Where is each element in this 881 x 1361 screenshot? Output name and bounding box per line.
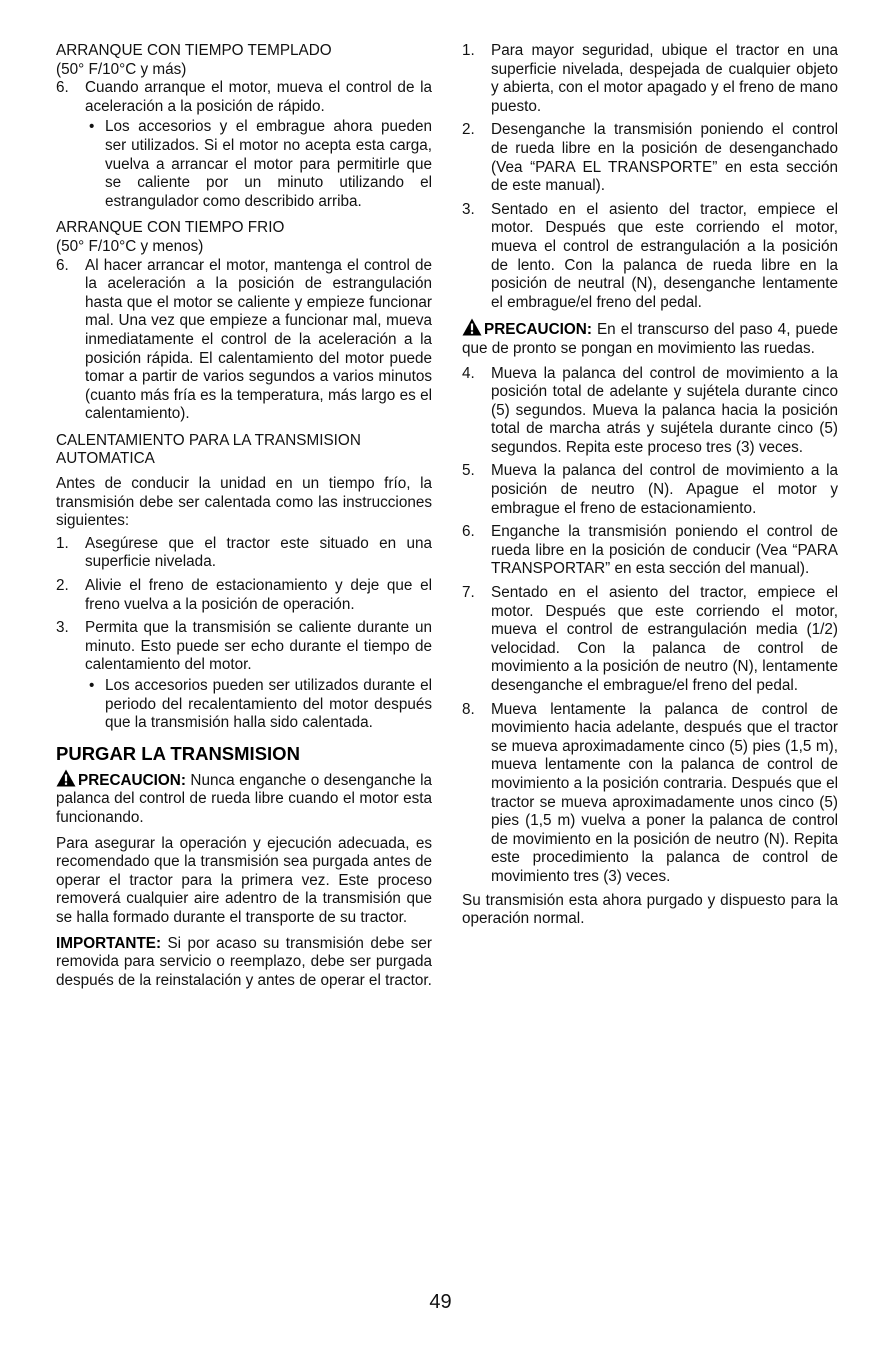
- cold-start-heading: ARRANQUE CON TIEMPO FRIO: [56, 219, 285, 237]
- step-number: 6.: [56, 79, 69, 97]
- list-item: [462, 701, 838, 887]
- step-text: Para mayor seguridad, ubique el tractor en una superficie nivelada, despejada de cualquier objeto y abierta, con el motor apagado y el freno de mano puesto.: [491, 42, 838, 115]
- list-item: [56, 619, 432, 733]
- warning-triangle-icon: [462, 318, 482, 336]
- list-item: [462, 523, 838, 579]
- caution-label: PRECAUCION:: [78, 771, 186, 789]
- list-item: [56, 79, 432, 211]
- purge-steps-b: [462, 365, 838, 887]
- transmission-warmup-intro: Antes de conducir la unidad en un tiempo frío, la transmisión debe ser calentada como las instrucciones siguientes:: [56, 475, 432, 530]
- transmission-warmup-steps: [56, 535, 432, 733]
- step-text: Permita que la transmisión se caliente durante un minuto. Esto puede ser echo durante el tiempo de calentamiento del motor.: [85, 619, 432, 674]
- list-item: [462, 42, 838, 116]
- list-item: [56, 257, 432, 424]
- cold-start-section: [56, 219, 432, 424]
- step-text: Alivie el freno de estacionamiento y deje que el freno vuelva a la posición de operación.: [85, 577, 432, 613]
- bullet-list: [85, 118, 432, 211]
- list-item: [462, 584, 838, 696]
- list-item: [462, 201, 838, 313]
- list-item: [462, 365, 838, 458]
- transmission-warmup-heading: CALENTAMIENTO PARA LA TRANSMISION AUTOMATICA: [56, 431, 361, 468]
- bullet-list: [85, 677, 432, 733]
- step-text: Mueva la palanca del control de movimiento a la posición de neutro (N). Apague el motor y embrague el freno de estacionamiento.: [491, 462, 838, 517]
- step-number: 6.: [462, 523, 475, 541]
- caution-note: [56, 769, 432, 828]
- bullet-item: • Los accesorios pueden ser utilizados durante el periodo del recalentamiento del motor después que la transmisión halla sido calentada.: [85, 677, 432, 733]
- warm-start-subheading: (50° F/10°C y más): [56, 60, 187, 78]
- warning-triangle-icon: [56, 769, 76, 787]
- right-column: [462, 42, 838, 929]
- step-text: Al hacer arrancar el motor, mantenga el control de la aceleración a la posición de estrangulación hasta que el motor se caliente y empieze funcionar mal. Una vez que empieze a funcionar mal, mueva inmediatamente el control de la aceleración a la posición rápida. El calentamiento del motor puede tomar a partir de varios segundos a varios minutos (cuanto más fría es la temperatura, más largo es el calentamiento).: [85, 256, 432, 423]
- caution-text: En el transcurso del paso 4, puede que de pronto se pongan en movimiento las ruedas.: [462, 321, 838, 357]
- step-number: 6.: [56, 256, 69, 274]
- cold-start-subheading: (50° F/10°C y menos): [56, 237, 204, 255]
- step-number: 2.: [56, 577, 69, 595]
- caution-label: PRECAUCION:: [484, 321, 592, 339]
- warm-start-heading: ARRANQUE CON TIEMPO TEMPLADO: [56, 42, 332, 59]
- step-text: Desenganche la transmisión poniendo el control de rueda libre en la posición de desenganchado (Vea “PARA EL TRANSPORTE” en esta sección de este manual).: [491, 121, 838, 195]
- step-number: 3.: [56, 619, 69, 637]
- list-item: [56, 535, 432, 572]
- purge-section: [56, 743, 432, 991]
- purge-paragraph: Para asegurar la operación y ejecución adecuada, es recomendado que la transmisión sea purgada antes de operar el tractor para la primera vez. Este proceso removerá cualquier aire adentro de la transmisión que se halla formado durante el transporte de su tractor.: [56, 834, 432, 926]
- warm-start-section: [56, 42, 432, 211]
- page-number: 49: [429, 1291, 452, 1313]
- step-text: Sentado en el asiento del tractor, empiece el motor. Después que este corriendo el motor, mueva el control de estrangulación a la posición de lento. Con la palanca de rueda libre en la posición de neutral (N), desenganche lentamente el embrague/el freno del pedal.: [491, 200, 838, 311]
- transmission-warmup-section: [56, 432, 432, 733]
- step-number: 2.: [462, 121, 475, 139]
- purge-steps-a: [462, 42, 838, 312]
- step-number: 1.: [462, 42, 475, 59]
- cold-start-steps: [56, 257, 432, 424]
- caution-note: [462, 318, 838, 358]
- important-label: IMPORTANTE:: [56, 934, 162, 952]
- step-text: Asegúrese que el tractor este situado en una superficie nivelada.: [85, 534, 432, 571]
- step-number: 8.: [462, 700, 475, 718]
- warm-start-steps: [56, 79, 432, 211]
- step-number: 4.: [462, 364, 475, 382]
- step-text: Cuando arranque el motor, mueva el control de la aceleración a la posición de rápido.: [85, 79, 432, 115]
- caution-text: Nunca enganche o desenganche la palanca del control de rueda libre cuando el motor esta funcionando.: [56, 771, 433, 826]
- step-number: 5.: [462, 462, 475, 480]
- important-note: [56, 935, 432, 991]
- list-item: [462, 121, 838, 195]
- step-number: 1.: [56, 534, 69, 552]
- step-number: 7.: [462, 584, 475, 602]
- left-column: [56, 42, 432, 990]
- bullet-item: • Los accesorios y el embrague ahora pueden ser utilizados. Si el motor no acepta esta carga, vuelva a arrancar el motor para permitirle que se caliente por un minuto utilizando el estrangulador como describido arriba.: [85, 118, 432, 211]
- list-item: [462, 462, 838, 518]
- step-text: Mueva lentamente la palanca de control de movimiento hacia adelante, después que el tractor se mueva aproximadamente cinco (5) pies (1,5 m), mueva lentamente con la palanca de control de movimiento a la posición contraria. Después que el tractor se mueva aproximadamente unos cinco (5) pies (1,5 m) vuelva a poner la palanca de control de movimiento en la posición de neutro (N). Repita este procedimiento la palanca de control de movimiento tres (3) veces.: [491, 700, 838, 885]
- step-number: 3.: [462, 200, 475, 218]
- step-text: Sentado en el asiento del tractor, empiece el motor. Después que este corriendo el motor, mueva el control de estrangulación media (1/2) velocidad. Con la palanca de control de movimiento a la posición de neutro (N), lentamente desenganche el embrague/el freno del pedal.: [491, 584, 838, 694]
- step-text: Mueva la palanca del control de movimiento a la posición total de adelante y sujétela durante cinco (5) segundos. Mueva la palanca hacia la posición total de marcha atrás y sujétela durante cinco (5) segundos. Repita este proceso tres (3) veces.: [491, 364, 838, 456]
- important-text: Si por acaso su transmisión debe ser removida para servicio o reemplazo, debe ser purgada después de la reinstalación y antes de operar el tractor.: [56, 934, 432, 989]
- list-item: [56, 577, 432, 614]
- purge-title: PURGAR LA TRANSMISION: [56, 742, 300, 764]
- step-text: Enganche la transmisión poniendo el control de rueda libre en la posición de conducir (Vea “PARA TRANSPORTAR” en esta sección del manual).: [491, 523, 838, 578]
- closing-paragraph: Su transmisión esta ahora purgado y dispuesto para la operación normal.: [462, 891, 838, 928]
